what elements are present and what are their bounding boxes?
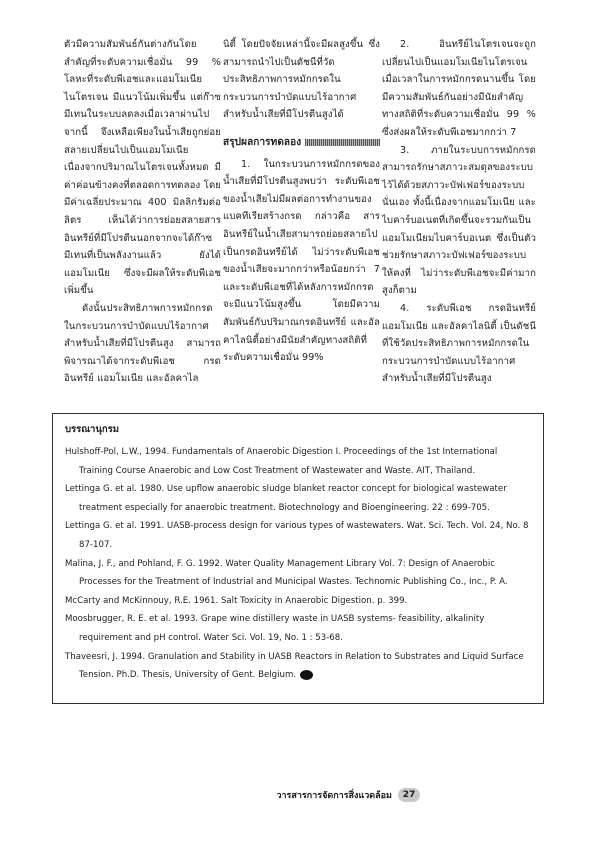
paragraph: 3. ภายในระบบการหมักกรด สามารถรักษาสภาวะสมดุลของระบบไว้ได้ด้วยสภาวะบัฟเฟอร์ของระบบนั่นเอง ทั้งนี้เนื่องจากแอมโมเนีย และไบคาร์บอเนตที่เกิดขึ้นจะรวมกันเป็นแอมโมเนียมไบคาร์บอเนต ซึ่งเป็นตัวช่วยรักษาสภาวะบัฟเฟอร์ของระบบให้คงที่ ไม่ว่าระดับพีเอชจะมีค่ามากสูงก็ตาม xyxy=(382,144,536,297)
reference-text: Thaveesri, J. 1994. Granulation and Stability in UASB Reactors in Relation to Substrates and Liquid Surface Tension. Ph.D. Thesis, University of Gent. Belgium. xyxy=(65,651,524,681)
reference-item: McCarty and McKinnouy, R.E. 1961. Salt Toxicity in Anaerobic Digestion. p. 399. xyxy=(65,595,408,606)
paragraph: 1. ในกระบวนการหมักกรดของน้ำเสียที่มีโปรตีนสูงพบว่า ระดับพีเอชของน้ำเสียไม่มีผลต่อการทำงานของแบคทีเรียสร้างกรด กล่าวคือ สารอินทรีย์ในน้ำเสียสามารถย่อยสลายไปเป็นกรดอินทรีย์ได้ ไม่ว่าระดับพีเอชของน้ำเสียจะมากกว่าหรือน้อยกว่า 7 และระดับพีเอชที่ได้หลังการหมักกรดจะมีแนวโน้มสูงขึ้น โดยมีความสัมพันธ์กับปริมาณกรดอินทรีย์ และอัลคาไลนิตี้อย่างมีนัยสำคัญทางสถิติที่ระดับความเชื่อมั่น 99% xyxy=(223,158,380,364)
paragraph: 4. ระดับพีเอช กรดอินทรีย์ แอมโมเนีย และอัลคาไลนิตี้ เป็นดัชนีที่ใช้วัดประสิทธิภาพการหมักกรดในกระบวนการบำบัดแบบไร้อากาศสำหรับน้ำเสียที่มีโปรตีนสูง xyxy=(382,302,536,385)
section-heading: สรุปผลการทดลอง xyxy=(223,136,302,148)
reference-item: Lettinga G. et al. 1980. Use upflow anaerobic sludge blanket reactor concept for biological wastewater treatment especially for anaerobic treatment. Biotechnology and Bioengineering. 22 : 699-705. xyxy=(65,484,507,513)
reference-item: Hulshoff-Pol, L.W., 1994. Fundamentals of Anaerobic Digestion I. Proceedings of the 1st International Training Course Anaerobic and Low Cost Treatment of Wastewater and Waste. AIT, Thailand. xyxy=(65,447,498,476)
reference-item: Moosbrugger, R. E. et al. 1993. Grape wine distillery waste in UASB systems- feasibility, alkalinity requirement and pH control. Water Sci. Vol. 19, No. 1 : 53-68. xyxy=(65,614,485,643)
paragraph: นิตี้ โดยปัจจัยเหล่านี้จะมีผลสูงขึ้น ซึ่งสามารถนำไปเป็นดัชนีที่วัดประสิทธิภาพการหมักกรดในกระบวนการบำบัดแบบไร้อากาศสำหรับน้ำเสียที่มีโปรตีนสูงได้ xyxy=(223,39,380,121)
references-box xyxy=(52,413,544,704)
body-column-2 xyxy=(223,36,380,367)
references-list xyxy=(65,443,531,685)
heading-decorative-bar xyxy=(305,139,380,146)
page-number: 27 xyxy=(398,788,420,802)
references-heading: บรรณานุกรม xyxy=(65,424,119,435)
reference-item: Lettinga G. et al. 1991. UASB-process design for various types of wastewaters. Wat. Sci. Tech. Vol. 24, No. 8 87-107. xyxy=(65,521,529,550)
page-footer xyxy=(250,788,420,802)
body-column-3 xyxy=(382,36,536,388)
paragraph: ตัวมีความสัมพันธ์กันต่างกันโดยสำคัญที่ระดับความเชื่อมั่น 99 % โลหะที่ระดับพีเอชและแอมโมเนียไนโตรเจน มีแนวโน้มเพิ่มขึ้น แต่ก๊าซมีเทนในระบบลดลงเมื่อเวลาผ่านไป จากนี้ จึงเหลือเพียงในน้ำเสียถูกย่อยสลายเปลี่ยนไปเป็นแอมโมเนีย เนื่องจากปริมาณไนโตรเจนทั้งหมด มีค่าค่อนข้างคงที่ตลอดการทดลอง โดยมีค่าเฉลี่ยประมาณ 400 มิลลิกรัมต่อลิตร เห็นได้ว่าการย่อยสลายสารอินทรีย์ที่มีโปรตีนนอกจากจะได้ก๊าซมีเทนที่เป็นพลังงานแล้ว ยังได้แอมโมเนีย ซึ่งจะมีผลให้ระดับพีเอชเพิ่มขึ้น xyxy=(64,39,221,297)
section-heading-row xyxy=(223,134,380,152)
paragraph: 2. อินทรีย์ไนโตรเจนจะถูกเปลี่ยนไปเป็นแอมโมเนียไนโตรเจน เมื่อเวลาในการหมักกรดนานขึ้น โดยมีความสัมพันธ์กันอย่างมีนัยสำคัญทางสถิติที่ระดับความเชื่อมั่น 99 % ซึ่งส่งผลให้ระดับพีเอชมากกว่า 7 xyxy=(382,39,536,138)
body-column-1 xyxy=(64,36,221,388)
journal-name: วารสารการจัดการสิ่งแวดล้อม xyxy=(276,791,392,801)
reference-item-last xyxy=(65,648,531,685)
reference-item: Malina, J. F., and Pohland, F. G. 1992. Water Quality Management Library Vol. 7: Design of Anaerobic Processes for the Treatment of Industrial and Municipal Wastes. Technomic Publishing Co., Inc., P. A. xyxy=(65,558,508,588)
paragraph: ดังนั้นประสิทธิภาพการหมักกรดในกระบวนการบำบัดแบบไร้อากาศ สำหรับน้ำเสียที่มีโปรตีนสูง สามารถพิจารณาได้จากระดับพีเอช กรดอินทรีย์ แอมโมเนีย และอัลคาไล xyxy=(64,302,221,385)
end-of-article-icon xyxy=(300,670,313,680)
